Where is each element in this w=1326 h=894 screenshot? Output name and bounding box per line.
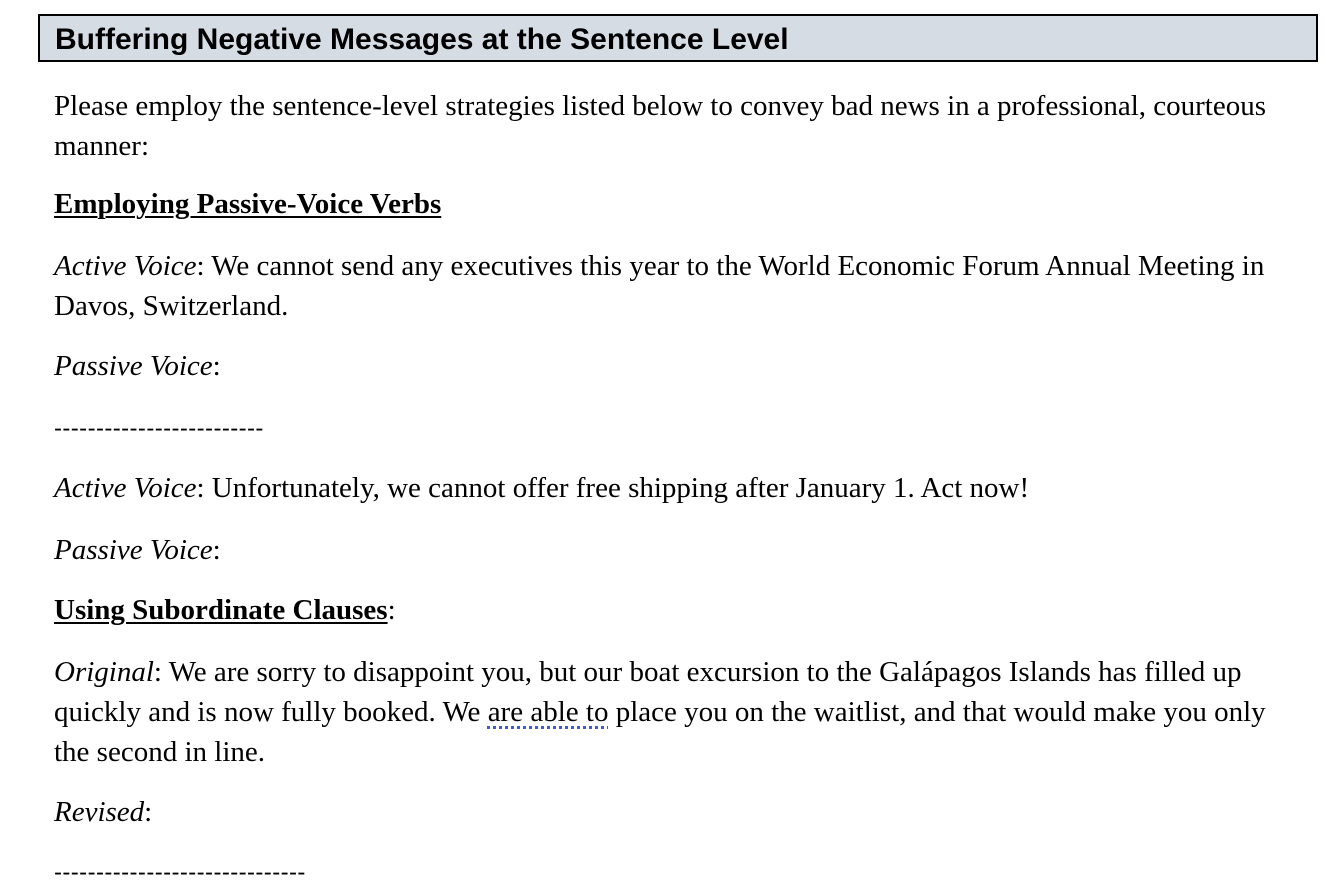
passive-voice-label: Passive Voice: [54, 534, 213, 566]
passive-voice-label: Passive Voice: [54, 350, 213, 382]
subheading-subordinate-clauses: [54, 590, 1284, 630]
active-voice-label: Active Voice: [54, 250, 197, 282]
revised-paragraph: [54, 792, 1284, 832]
passive-voice-colon: :: [212, 350, 221, 382]
section-heading: Buffering Negative Messages at the Sentence Level: [55, 23, 789, 56]
example1-active-paragraph: [54, 246, 1284, 326]
original-text-part1: : We are sorry to disappoint you, but our boat excursion to the Galápagos Islands has filled up quickly and is now fully booked. We: [54, 656, 1242, 728]
answer-blank-line[interactable]: ------------------------------: [54, 859, 306, 886]
answer-blank-line[interactable]: -------------------------: [54, 415, 264, 442]
example2-passive-paragraph: [54, 530, 1284, 570]
example2-active-paragraph: [54, 468, 1284, 508]
subheading-passive-voice-text: Employing Passive-Voice Verbs: [54, 188, 442, 220]
original-paragraph: [54, 652, 1284, 772]
subheading-colon: :: [387, 594, 396, 626]
revised-label: Revised: [54, 796, 145, 828]
revised-colon: :: [144, 796, 153, 828]
subheading-passive-voice: [54, 184, 1284, 224]
intro-paragraph: Please employ the sentence-level strategies listed below to convey bad news in a professional, courteous manner:: [54, 90, 1266, 162]
example1-passive-paragraph: [54, 346, 1284, 386]
active-voice-text: : Unfortunately, we cannot offer free shipping after January 1. Act now!: [196, 472, 1030, 504]
passive-voice-colon: :: [212, 534, 221, 566]
original-text-part2: place you on the waitlist, and that would make you only the second in line.: [54, 696, 1266, 768]
grammar-suggestion-underline[interactable]: are able to: [487, 696, 609, 728]
active-voice-label: Active Voice: [54, 472, 197, 504]
subheading-subordinate-clauses-text: Using Subordinate Clauses: [54, 594, 388, 626]
active-voice-text: : We cannot send any executives this year to the World Economic Forum Annual Meeting in Davos, Switzerland.: [54, 250, 1265, 322]
section-heading-box: [38, 14, 1318, 62]
original-label: Original: [54, 656, 154, 688]
